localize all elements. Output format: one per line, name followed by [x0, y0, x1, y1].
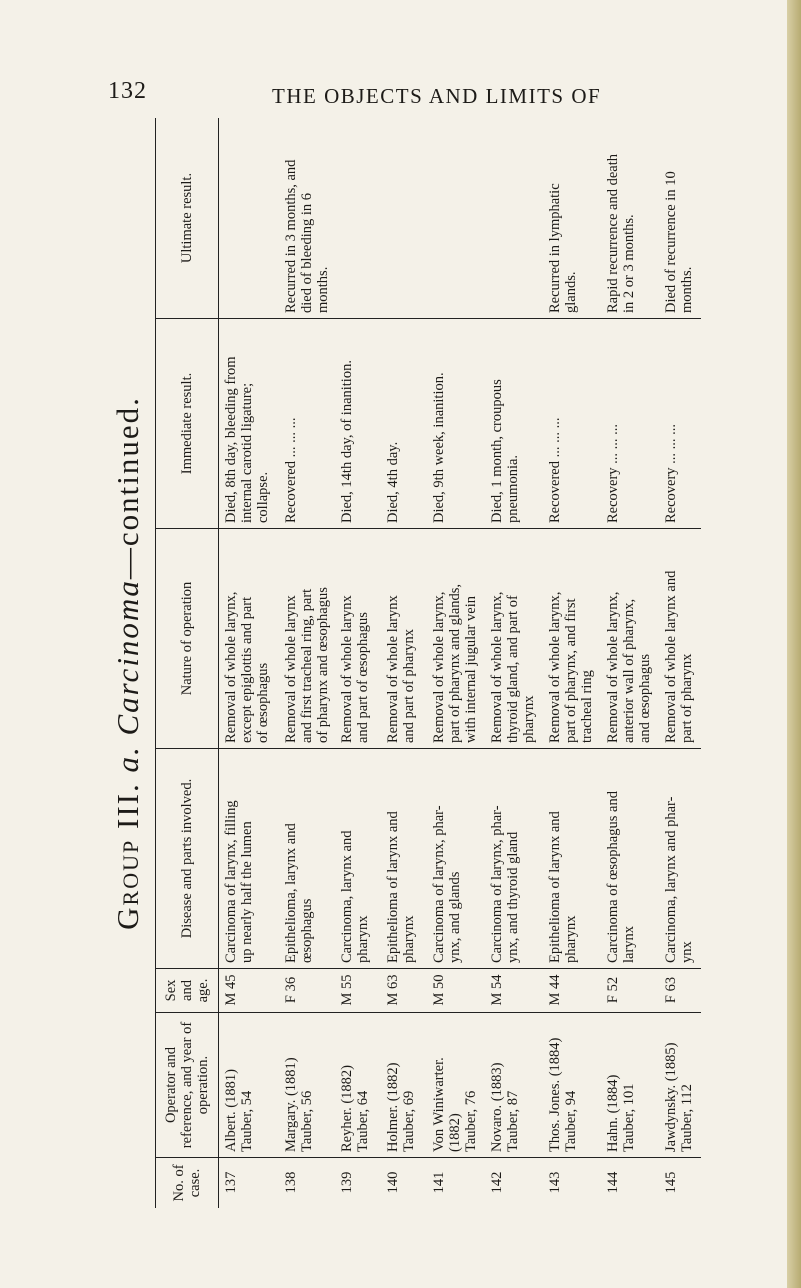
operator-cell: Hahn. (1884) Tauber, 101	[601, 1013, 659, 1158]
sex-age-cell: M 45	[219, 969, 279, 1013]
ultimate-result-cell	[335, 118, 381, 319]
disease-cell: Carcinoma of larynx, phar- ynx, and thyroid gland	[485, 749, 543, 969]
running-head: THE OBJECTS AND LIMITS OF	[272, 84, 602, 108]
disease-cell: Epithelioma of larynx and pharynx	[381, 749, 427, 969]
header-operator: Operator and reference, and year of operation.	[156, 1013, 218, 1158]
operator-cell: Von Winiwarter. (1882) Tauber, 76	[427, 1013, 485, 1158]
disease-cell: Carcinoma of larynx, phar- ynx, and glands	[427, 749, 485, 969]
immediate-result-cell: Died, 9th week, inanition.	[427, 319, 485, 529]
group-title	[110, 118, 146, 1208]
disease-cell: Carcinoma, larynx and pharynx	[335, 749, 381, 969]
operator-cell: Jawdynsky. (1885) Tauber, 112	[659, 1013, 701, 1158]
header-nature: Nature of operation	[156, 529, 218, 749]
group-letter: a.	[110, 745, 145, 773]
case-no-cell: 141	[431, 1171, 447, 1194]
disease-cell: Epithelioma, larynx and œsophagus	[279, 749, 335, 969]
sex-age-cell: M 63	[381, 969, 427, 1013]
cases-table	[155, 118, 701, 1208]
immediate-result-cell: Recovery ... ... ...	[659, 319, 701, 529]
disease-cell: Epithelioma of larynx and pharynx	[543, 749, 601, 969]
nature-cell: Removal of whole larynx, except epiglottis and part of œsophagus	[219, 529, 279, 749]
operator-cell: Thos. Jones. (1884) Tauber, 94	[543, 1013, 601, 1158]
disease-cell: Carcinoma of œsophagus and larynx	[601, 749, 659, 969]
ultimate-result-cell	[485, 118, 543, 319]
sex-age-cell: F 36	[279, 969, 335, 1013]
operator-cell: Reyher. (1882) Tauber, 64	[335, 1013, 381, 1158]
operator-cell: Albert. (1881) Tauber, 54	[219, 1013, 279, 1158]
table-row	[381, 118, 427, 1208]
sex-age-cell: M 55	[335, 969, 381, 1013]
table-row	[279, 118, 335, 1208]
table-row	[335, 118, 381, 1208]
header-sex: Sex and age.	[156, 969, 218, 1013]
ultimate-result-cell	[219, 118, 279, 319]
sex-age-cell: M 44	[543, 969, 601, 1013]
table-row	[485, 118, 543, 1208]
rotated-content	[110, 118, 722, 1208]
nature-cell: Removal of whole larynx and part of œsophagus	[335, 529, 381, 749]
disease-cell: Carcinoma of larynx, filling up nearly half the lumen	[219, 749, 279, 969]
group-label: Group III.	[110, 782, 145, 930]
immediate-result-cell: Recovered ... ... ...	[543, 319, 601, 529]
sex-age-cell: M 54	[485, 969, 543, 1013]
header-immediate: Immediate result.	[156, 319, 218, 529]
table-body	[219, 118, 701, 1208]
case-no-cell: 145	[663, 1171, 679, 1194]
table-row	[659, 118, 701, 1208]
disease-cell: Carcinoma, larynx and phar- ynx	[659, 749, 701, 969]
ultimate-result-cell	[381, 118, 427, 319]
nature-cell: Removal of whole larynx and first tracheal ring, part of pharynx and œsophagus	[279, 529, 335, 749]
nature-cell: Removal of whole larynx and part of pharynx	[381, 529, 427, 749]
operator-cell: Novaro. (1883) Tauber, 87	[485, 1013, 543, 1158]
ultimate-result-cell: Died of recurrence in 10 months.	[659, 118, 701, 319]
header-disease: Disease and parts involved.	[156, 749, 218, 969]
ultimate-result-cell	[427, 118, 485, 319]
ultimate-result-cell: Rapid recurrence and death in 2 or 3 months.	[601, 118, 659, 319]
group-suffix: —continued.	[110, 396, 145, 580]
sex-age-cell: M 50	[427, 969, 485, 1013]
case-no-cell: 144	[605, 1171, 621, 1194]
table-row	[427, 118, 485, 1208]
immediate-result-cell: Died, 4th day.	[381, 319, 427, 529]
case-no-cell: 139	[339, 1171, 355, 1194]
immediate-result-cell: Died, 8th day, bleeding from internal carotid ligature; collapse.	[219, 319, 279, 529]
nature-cell: Removal of whole larynx, thyroid gland, and part of pharynx	[485, 529, 543, 749]
table-row	[601, 118, 659, 1208]
operator-cell: Margary. (1881) Tauber, 56	[279, 1013, 335, 1158]
group-subject: Carcinoma	[110, 579, 145, 736]
table-row	[543, 118, 601, 1208]
immediate-result-cell: Died, 1 month, croupous pneumonia.	[485, 319, 543, 529]
nature-cell: Removal of whole larynx and part of pharynx	[659, 529, 701, 749]
immediate-result-cell: Recovered ... ... ...	[279, 319, 335, 529]
immediate-result-cell: Died, 14th day, of inanition.	[335, 319, 381, 529]
table-row	[219, 118, 279, 1208]
ultimate-result-cell: Recurred in lymphatic glands.	[543, 118, 601, 319]
ultimate-result-cell: Recurred in 3 months, and died of bleeding in 6 months.	[279, 118, 335, 319]
nature-cell: Removal of whole larynx, part of pharynx and glands, with internal jugular vein	[427, 529, 485, 749]
case-no-cell: 137	[223, 1171, 239, 1194]
operator-cell: Holmer. (1882) Tauber, 69	[381, 1013, 427, 1158]
case-no-cell: 143	[547, 1171, 563, 1194]
sex-age-cell: F 63	[659, 969, 701, 1013]
page-number: 132	[108, 78, 147, 104]
case-no-cell: 138	[283, 1171, 299, 1194]
header-ultimate: Ultimate result.	[156, 118, 218, 319]
nature-cell: Removal of whole larynx, anterior wall of pharynx, and œsophagus	[601, 529, 659, 749]
case-no-cell: 142	[489, 1171, 505, 1194]
table-header	[155, 118, 219, 1208]
sex-age-cell: F 52	[601, 969, 659, 1013]
immediate-result-cell: Recovery ... ... ...	[601, 319, 659, 529]
header-no: No. of case.	[171, 1164, 203, 1202]
case-no-cell: 140	[385, 1171, 401, 1194]
nature-cell: Removal of whole larynx, part of pharynx, and first tracheal ring	[543, 529, 601, 749]
